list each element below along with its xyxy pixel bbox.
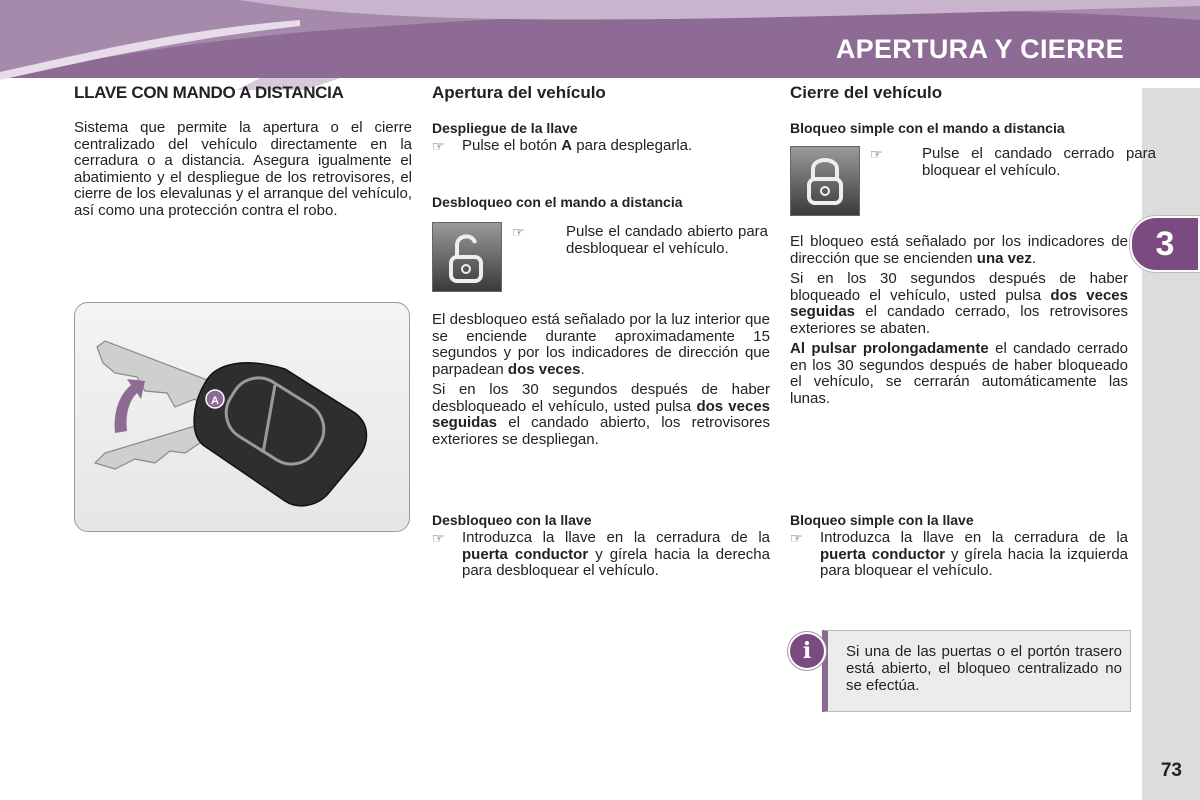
column-closing: [790, 82, 1156, 622]
chapter-tab[interactable]: 3: [1130, 216, 1200, 272]
key-unlock-section: [432, 512, 770, 580]
header-band: [0, 0, 1200, 90]
pointing-hand-icon: ☞: [512, 224, 525, 240]
text: .: [1031, 249, 1036, 267]
pointing-hand-icon: ☞: [432, 530, 445, 546]
instruction-item: [432, 138, 770, 155]
text-bold: Al pulsar prolongadamente: [790, 340, 989, 357]
pointing-hand-icon: ☞: [870, 146, 883, 162]
text: El desbloqueo está señalado por la luz interior que se enciende durante aproximadamente 15 segundos y por los indicadores de dirección que parpadean: [432, 311, 770, 378]
instruction-item: [790, 530, 1128, 580]
deploy-section: [432, 120, 770, 155]
subheading: Bloqueo simple con el mando a distancia: [790, 120, 1065, 136]
key-lock-section: [790, 512, 1128, 580]
unlock-button-icon: [432, 222, 502, 292]
key-button-label: A: [211, 395, 219, 407]
text-bold: dos veces seguidas: [790, 286, 1128, 320]
text-bold: A: [561, 137, 573, 154]
text: Si en los 30 segundos después de haber bloqueado el vehículo, usted pulsa: [790, 270, 1128, 304]
remote-key-icon: [75, 303, 409, 531]
text: y gírela hacia la izquierda para bloquear el vehículo.: [820, 545, 1129, 579]
paragraph: [790, 271, 1128, 337]
text: el candado abierto, los retrovisores exteriores se despliegan.: [432, 414, 770, 448]
pointing-hand-icon: ☞: [432, 138, 445, 154]
text-bold: dos veces seguidas: [432, 397, 770, 431]
sidebar-strip: [1142, 88, 1200, 800]
info-note: [822, 630, 1131, 712]
lock-button-icon: [790, 146, 860, 216]
instruction-item: [512, 224, 768, 257]
text-bold: puerta conductor: [462, 545, 589, 563]
subheading: Bloqueo simple con la llave: [790, 512, 974, 528]
text: Introduzca la llave en la cerradura de la: [462, 529, 770, 546]
remote-lock-section: [790, 120, 1156, 407]
instruction-item: [870, 146, 1156, 179]
section-heading: Cierre del vehículo: [790, 83, 943, 102]
info-text: Si una de las puertas o el portón trasero está abierto, el bloqueo centralizado no se efectúa.: [846, 643, 1122, 694]
subheading: Desbloqueo con la llave: [432, 512, 592, 528]
instruction-item: [432, 530, 770, 580]
remote-unlock-section: [432, 194, 770, 448]
subheading: Despliegue de la llave: [432, 120, 578, 136]
text-bold: puerta conductor: [820, 545, 946, 563]
text: el candado cerrado, los retrovisores exteriores se abaten.: [790, 303, 1128, 337]
text: el candado cerrado en los 30 segundos después de haber bloqueado el vehículo, se cerrarán automáticamente las lunas.: [790, 340, 1128, 407]
paragraph: [432, 312, 770, 378]
column-opening: [432, 82, 770, 622]
intro-text: Sistema que permite la apertura o el cierre centralizado del vehículo directamente en la cerradura o a distancia. Asegura igualmente el abatimiento y el despliegue de los retrovisores, el cierre de los elevalunas y el arranque del vehículo, así como una protección contra el robo.: [74, 119, 412, 219]
paragraph: [790, 341, 1128, 407]
text: para desplegarla.: [572, 137, 693, 154]
text: y gírela hacia la derecha para desbloquear el vehículo.: [462, 545, 770, 579]
paragraph: [790, 234, 1128, 267]
section-heading: Apertura del vehículo: [432, 83, 606, 102]
page-title: APERTURA Y CIERRE: [835, 34, 1124, 64]
subheading: Desbloqueo con el mando a distancia: [432, 194, 683, 210]
text: Pulse el botón: [462, 137, 562, 154]
column-remote-key: [74, 82, 412, 219]
text: El bloqueo está señalado por los indicadores de dirección que se encienden: [790, 233, 1128, 267]
page-number: 73: [1160, 760, 1182, 781]
paragraph: [432, 382, 770, 448]
text: Pulse el candado cerrado para bloquear el vehículo.: [922, 145, 1156, 179]
text: Pulse el candado abierto para desbloquear el vehículo.: [566, 223, 768, 257]
section-heading: LLAVE CON MANDO A DISTANCIA: [74, 83, 344, 102]
text: .: [580, 360, 585, 378]
text-bold: una vez: [976, 249, 1032, 267]
key-illustration: [74, 302, 410, 532]
info-icon: i: [788, 632, 826, 670]
text: Si en los 30 segundos después de haber desbloqueado el vehículo, usted pulsa: [432, 381, 770, 415]
text: Introduzca la llave en la cerradura de la: [820, 529, 1128, 546]
pointing-hand-icon: ☞: [790, 530, 803, 546]
text-bold: dos veces: [507, 360, 581, 378]
